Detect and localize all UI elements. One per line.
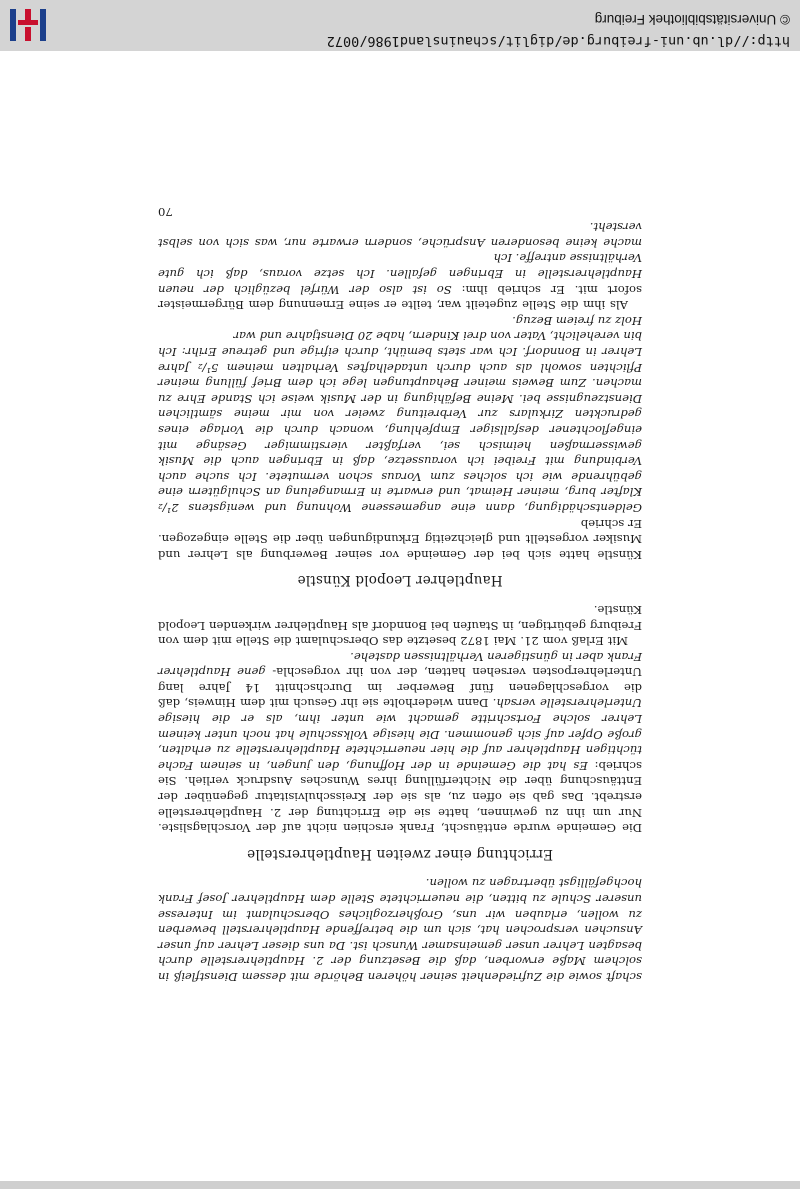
- quote-letter-end: Holz zu freiem Bezug.: [512, 313, 642, 328]
- paragraph: [158, 250, 642, 312]
- paragraph: [158, 648, 642, 835]
- paragraph-text: Die Gemeinde wurde enttäuscht, Frank erschien nicht auf der Vorschlagsliste. Nur um ihn zu gewinnen, hatte sie die Errichtung der 2. Hauptlehrerstelle erstrebt. Das gab sie offen zu, als sie der Kreisschulvisitatur gegenüber der Enttäuschung über die Nichterfüllung ihres Wunsches Ausdruck verlieh. Sie schrieb:: [158, 758, 642, 836]
- quote-end: mache keine besonderen Ansprüche, sondern erwarte nur, was sich von selbst versteht.: [158, 220, 642, 250]
- paragraph-quote: So ist also der Würfel bezüglich der neuen Hauptlehrerstelle in Ebringen gefallen. Ich setze voraus, daß ich gute Verhältnisse antreffe. Ich: [158, 251, 642, 297]
- footer-copyright: © Universitätsbibliothek Freiburg: [594, 12, 790, 27]
- paragraph-text: Als ihm die Stelle zugeteilt war, teilte er seine Ernennung dem Bürgermeister sofort mit. Er schrieb ihm:: [158, 282, 642, 313]
- quote-letter: Geldentschädigung, dann eine angemessene Wohnung und wenigstens 2¹/₂ Klafter burg, meiner Heimat, und erwarte in Ermangelung an Schulgütern eine gebührende wie ich solches zum Voraus schon vermutete. Ich suche auch Verbindung mit Freibei ich voraussetze, daß in Ebringen auch die Musik gewissermaßen heimisch sei, verfaßter vierstimmiger Gesänge mit eingeflochtener desfallsiger Empfehlung, wonach durch die Vorlage eines gedruckten Zirkulars zur Verbreitung zweier von mir meine sämtlichen Dienstzeugnisse bei. Meine Befähigung in der Musik weise ich Stande Ehre zu machen. Zum Beweis meiner Behauptungen lege ich dem Brief füllung meiner Pflichten sowohl als auch durch untadelhaftes Verhalten meinem 5¹/₂ Jahre Lehrer in Bonndorf. Ich war stets bemüht, durch eifrige und getreue Erihr: Ich bin verehelicht, Vater von drei Kindern, habe 20 Dienstjahre und war: [158, 329, 642, 515]
- footer-url-link[interactable]: http://dl.ub.uni-freiburg.de/diglit/schauinsland1986/0072: [326, 33, 790, 49]
- text-column: [158, 193, 642, 984]
- paragraph-quote: Es hat die Gemeinde in der Hoffnung, den jungen, in seinem Fache tüchtigen Hauptlehrer auf die hier neuerrichtete Hauptlehrerstelle zu erhalten, große Opfer auf sich genommen. Die hiesige Volksschule hat noch unter keinem Lehrer solche Fortschritte gemacht wie unter ihm, als er die hiesige Unterlehrerstelle versah.: [158, 696, 642, 773]
- heading-kuenstle: Hauptlehrer Leopold Künstle: [297, 572, 503, 589]
- footer-bar: [0, 0, 800, 51]
- page-number: 70: [158, 204, 173, 219]
- paragraph-quote: gene Hauptlehrer Frank aber in günstigeren Verhältnissen dastehe.: [157, 649, 642, 680]
- university-library-logo: [8, 7, 48, 43]
- paragraph: Mit Erlaß vom 21. Mai 1872 besetzte das Oberschulamt die Stelle mit dem von Freiburg gebürtigen, in Staufen bei Bonndorf als Hauptlehrer wirkenden Leopold Künstle.: [158, 602, 642, 649]
- quote-top: schaft sowie die Zufriedenheit seiner höheren Behörde mit dessem Dienstfleiß in solchem Maße erworben, daß die Besetzung der 2. Hauptlehrerstelle durch besagten Lehrer unser gemeinsamer Wunsch ist. Da uns dieser Lehrer auf unser Ansuchen versprochen hat, sich um die betreffende Hauptlehrerstell bewerben zu wollen, erlauben wir uns, Großherzogliches Oberschulamt im Interesse unserer Schule zu bitten, die neuerrichtete Stelle dem Hauptlehrer Josef Frank hochgefälligst übertragen zu wollen.: [158, 876, 642, 984]
- scroll-edge: [0, 1181, 800, 1189]
- paragraph: Künstle hatte sich bei der Gemeinde vor seiner Bewerbung als Lehrer und Musiker vorgestellt und gleichzeitig Erkundigungen über die Stelle eingezogen. Er schrieb: [158, 516, 642, 562]
- heading-second-position: Errichtung einer zweiten Hauptlehrerstelle: [246, 845, 554, 862]
- paragraph-text: Dann wiederholte sie ihr Gesuch mit dem Hinweis, daß die vorgeschlagenen fünf Bewerber im Durchschnitt 14 Jahre lang Unterlehrerposten versehen hatten, der von ihr vorgeschla-: [157, 665, 642, 711]
